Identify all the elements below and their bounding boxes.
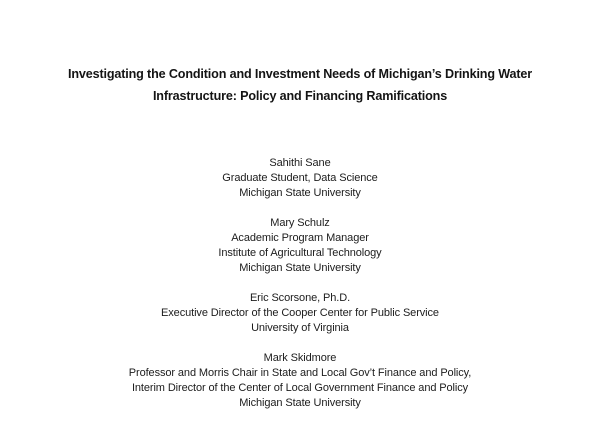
author-role: Professor and Morris Chair in State and Local Gov’t Finance and Policy, <box>128 367 472 379</box>
title-line-2: Infrastructure: Policy and Financing Ramifications <box>152 89 448 103</box>
author-affiliation: University of Virginia <box>251 322 349 334</box>
author-list <box>0 156 600 426</box>
author-name: Mary Schulz <box>270 217 330 229</box>
author-name: Mark Skidmore <box>263 352 337 364</box>
author-role: Academic Program Manager <box>231 232 369 244</box>
author-block-sahithi-sane <box>0 156 600 201</box>
author-role-secondary: Interim Director of the Center of Local Government Finance and Policy <box>131 382 469 394</box>
author-role: Graduate Student, Data Science <box>222 172 378 184</box>
author-department: Institute of Agricultural Technology <box>218 247 382 259</box>
author-affiliation: Michigan State University <box>239 187 361 199</box>
title-line-1: Investigating the Condition and Investment Needs of Michigan’s Drinking Water <box>67 67 533 81</box>
author-block-eric-scorsone <box>0 291 600 336</box>
author-block-mary-schulz <box>0 216 600 276</box>
author-affiliation: Michigan State University <box>239 262 361 274</box>
author-name: Eric Scorsone, Ph.D. <box>249 292 351 304</box>
author-name: Sahithi Sane <box>269 157 331 169</box>
paper-title <box>0 63 600 107</box>
author-block-mark-skidmore <box>0 351 600 411</box>
author-role: Executive Director of the Cooper Center for Public Service <box>161 307 439 319</box>
author-affiliation: Michigan State University <box>239 397 361 409</box>
